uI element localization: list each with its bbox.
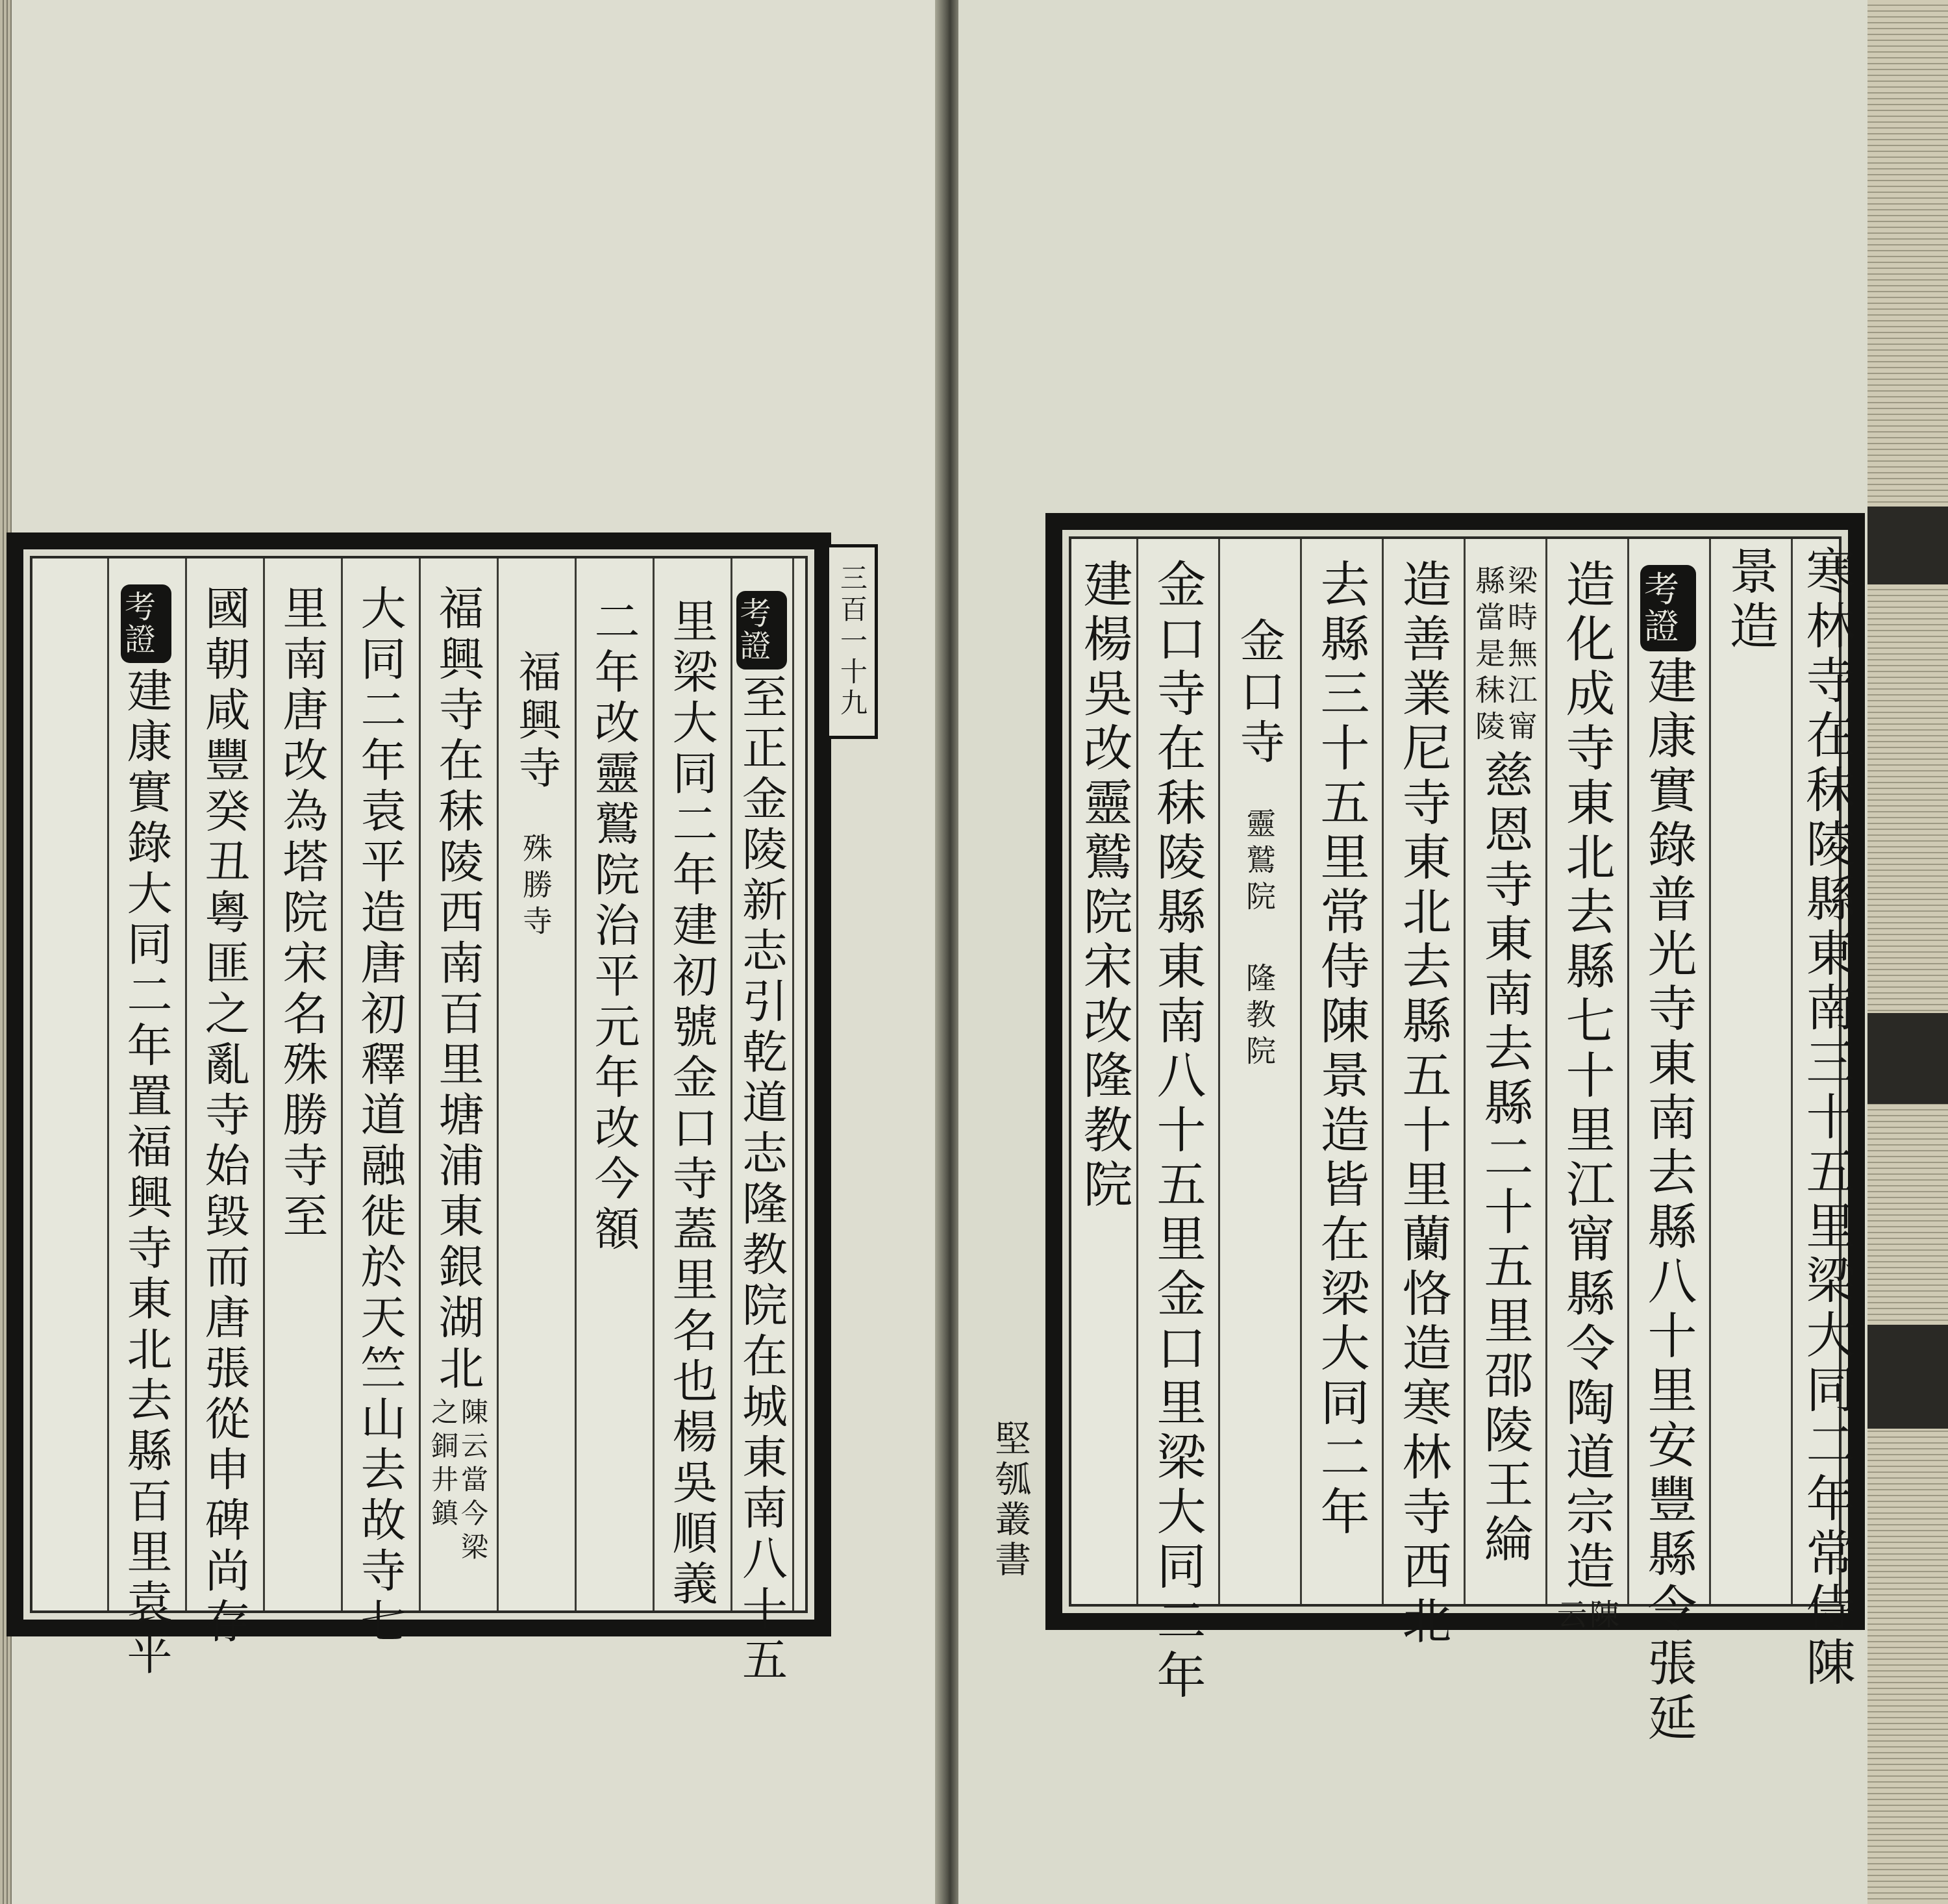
kaozheng-label: 考證	[1640, 565, 1696, 651]
text-column	[1627, 539, 1709, 1747]
kaozheng-label: 考證	[121, 584, 171, 663]
text-column	[419, 558, 497, 1610]
temple-heading: 福興寺	[511, 649, 561, 794]
collection-title: 堅瓠叢書	[987, 1370, 1032, 1630]
text-column	[575, 558, 653, 1610]
column-text: 建楊吳改靈鷲院宋改隆教院	[1075, 558, 1133, 1213]
annotation-note: 隆教院	[1242, 962, 1277, 1071]
text-column	[1071, 539, 1136, 1604]
text-column	[1464, 539, 1545, 1604]
column-text: 里梁大同二年建初號金口寺蓋里名也楊吳順義	[665, 597, 718, 1610]
text-column	[341, 558, 419, 1648]
text-column	[263, 558, 341, 1610]
column-text: 金口寺在秣陵縣東南八十五里金口里梁大同二年	[1149, 558, 1206, 1704]
left-text-block	[30, 556, 808, 1686]
right-page-stack	[1867, 0, 1948, 1904]
column-text: 二年改靈鷲院治平元年改今額	[587, 597, 640, 1256]
page-tab-marker	[1867, 1325, 1948, 1429]
column-text: 里南唐改為塔院宋名殊勝寺至	[275, 584, 329, 1243]
annotation-note: 殊勝寺	[518, 833, 553, 942]
annotation-note: 靈鷲院	[1242, 808, 1277, 917]
column-text: 國朝咸豐癸丑粵匪之亂寺始毀而唐張從申碑尚存	[197, 584, 251, 1648]
annotation-note: 陳云當今梁 之銅井鎮	[427, 1397, 489, 1566]
page-number: 三百一十九	[826, 544, 878, 739]
column-text: 慈恩寺東南去縣二十五里邵陵王綸	[1476, 749, 1534, 1568]
text-column	[1382, 539, 1464, 1649]
column-text: 寒林寺在秣陵縣東南三十五里梁大同二年常侍陳	[1798, 545, 1856, 1691]
text-column	[1545, 539, 1627, 1635]
text-column	[185, 558, 263, 1648]
temple-heading: 金口寺	[1232, 617, 1286, 769]
text-column	[107, 558, 185, 1680]
page-tab-marker	[1867, 1013, 1948, 1104]
text-column	[1136, 539, 1218, 1704]
column-text: 大同二年袁平造唐初釋道融徙於天竺山去故寺七	[353, 584, 406, 1648]
column-text: 福興寺在秣陵西南百里塘浦東銀湖北	[431, 584, 484, 1395]
text-column	[1791, 539, 1862, 1691]
column-text: 造善業尼寺東北去縣五十里蘭恪造寒林寺西北	[1394, 558, 1452, 1649]
column-text: 去縣三十五里常侍陳景造皆在梁大同二年	[1312, 558, 1370, 1540]
column-text: 景造	[1721, 545, 1779, 655]
column-text: 至正金陵新志引乾道志隆教院在城東南八十五	[734, 673, 788, 1686]
column-text: 造化成寺東北去縣七十里江甯縣令陶道宗造	[1558, 558, 1616, 1595]
text-column	[1218, 539, 1300, 1604]
text-column	[653, 558, 730, 1610]
annotation-note: 陳 云	[1553, 1599, 1620, 1635]
text-column	[497, 558, 575, 1610]
column-text: 建康實錄普光寺東南去縣八十里安豐縣令張延	[1640, 655, 1697, 1747]
page-tab-marker	[1867, 507, 1948, 584]
right-text-block	[1069, 536, 1856, 1747]
right-page-frame	[1045, 513, 1865, 1747]
text-column	[1709, 539, 1791, 1604]
annotation-note: 梁時無江甯 縣當是秣陵	[1471, 565, 1538, 747]
text-column	[1300, 539, 1382, 1604]
text-column	[730, 558, 792, 1686]
kaozheng-label: 考證	[736, 591, 787, 670]
column-text: 建康實錄大同二年置福興寺東北去縣百里袁平	[119, 666, 173, 1680]
left-page-frame	[6, 532, 831, 1686]
